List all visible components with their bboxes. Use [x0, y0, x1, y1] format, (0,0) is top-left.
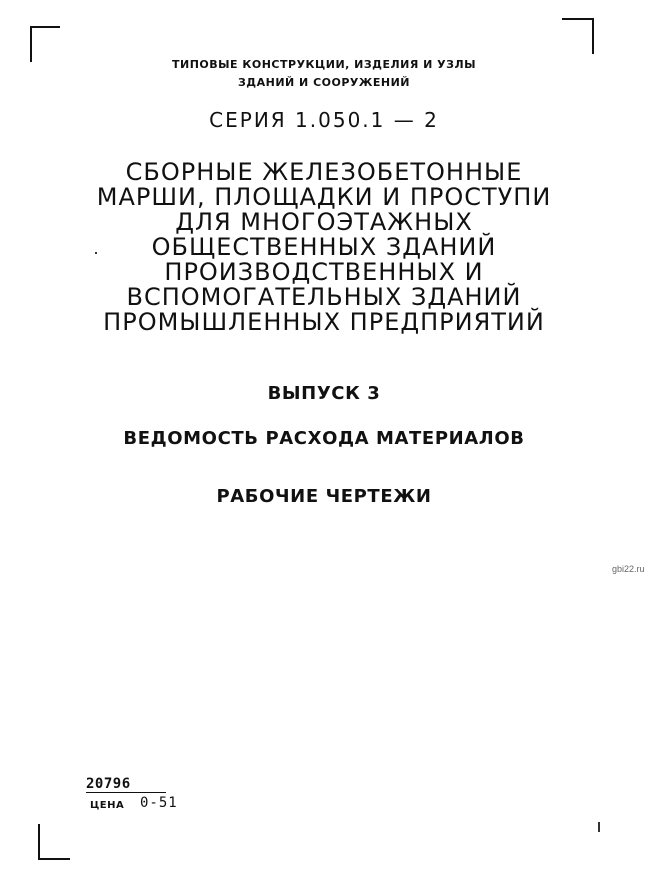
title-line-5: ПРОИЗВОДСТВЕННЫХ И: [164, 258, 484, 286]
catalog-code: 20796: [86, 776, 166, 793]
price-label: ЦЕНА: [90, 800, 125, 811]
price-value: 0-51: [140, 795, 178, 811]
series-number: СЕРИЯ 1.050.1 — 2: [209, 108, 439, 132]
corner-mark-bottom-left: [38, 824, 70, 860]
corner-mark-top-left: [30, 26, 60, 62]
header-line-1: ТИПОВЫЕ КОНСТРУКЦИИ, ИЗДЕЛИЯ И УЗЛЫ: [171, 58, 476, 71]
scan-speck: [95, 252, 97, 254]
scan-speck: [598, 822, 600, 832]
title-line-3: ДЛЯ МНОГОЭТАЖНЫХ: [175, 208, 473, 236]
header-line-2: ЗДАНИЙ И СООРУЖЕНИЙ: [237, 76, 411, 89]
title-line-7: ПРОМЫШЛЕННЫХ ПРЕДПРИЯТИЙ: [103, 308, 545, 336]
title-line-1: СБОРНЫЕ ЖЕЛЕЗОБЕТОННЫЕ: [125, 158, 523, 186]
corner-mark-top-right: [562, 18, 594, 54]
title-line-4: ОБЩЕСТВЕННЫХ ЗДАНИЙ: [151, 233, 497, 261]
document-subject: ВЕДОМОСТЬ РАСХОДА МАТЕРИАЛОВ: [123, 428, 525, 449]
drawings-label: РАБОЧИЕ ЧЕРТЕЖИ: [216, 486, 432, 507]
title-line-2: МАРШИ, ПЛОЩАДКИ И ПРОСТУПИ: [96, 183, 552, 211]
watermark-text: gbi22.ru: [612, 564, 645, 574]
title-line-6: ВСПОМОГАТЕЛЬНЫХ ЗДАНИЙ: [126, 283, 522, 311]
issue-number: ВЫПУСК 3: [267, 383, 381, 404]
